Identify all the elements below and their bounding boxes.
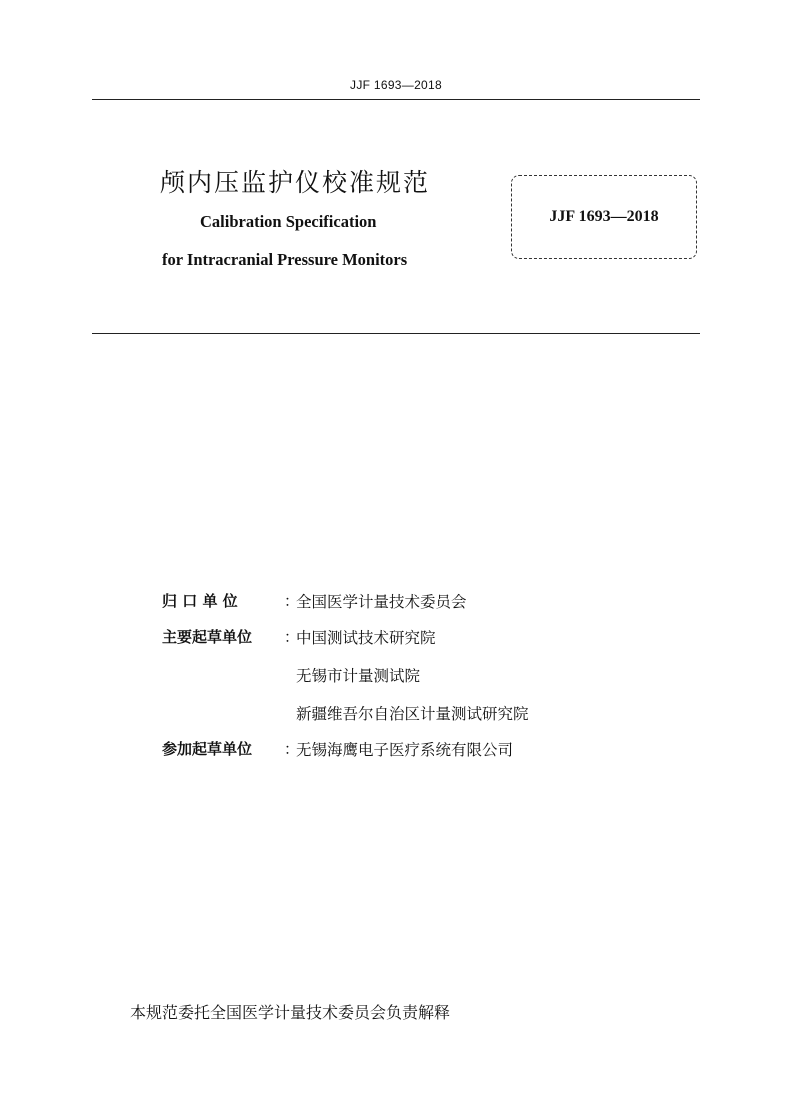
responsible-unit-row xyxy=(162,590,467,612)
main-drafting-row-3 xyxy=(296,702,529,724)
title-english-line1: Calibration Specification xyxy=(200,212,377,231)
participating-drafting-label: 参加起草单位 xyxy=(162,740,253,758)
title-english-line2: for Intracranial Pressure Monitors xyxy=(162,250,408,269)
standard-code-box-text: JJF 1693—2018 xyxy=(549,208,659,225)
label-separator: ： xyxy=(284,592,300,610)
participating-drafting-unit: 无锡海鹰电子医疗系统有限公司 xyxy=(296,741,514,759)
header-divider xyxy=(92,99,700,100)
standard-code-header: JJF 1693—2018 xyxy=(350,78,442,92)
main-drafting-row xyxy=(162,626,436,648)
label-separator: ： xyxy=(284,628,300,646)
interpretation-note: 本规范委托全国医学计量技术委员会负责解释 xyxy=(130,1003,451,1022)
main-drafting-unit: 无锡市计量测试院 xyxy=(296,667,421,685)
participating-drafting-row xyxy=(162,738,513,760)
responsible-unit-label: 归 口 单 位 xyxy=(162,592,238,610)
standard-code-box xyxy=(511,175,697,259)
title-chinese: 颅内压监护仪校准规范 xyxy=(160,168,431,197)
main-drafting-unit: 中国测试技术研究院 xyxy=(296,629,436,647)
label-separator: ： xyxy=(284,740,300,758)
responsible-unit-value: 全国医学计量技术委员会 xyxy=(296,593,467,611)
main-drafting-label: 主要起草单位 xyxy=(162,628,253,646)
main-drafting-row-2 xyxy=(296,664,420,686)
main-drafting-unit: 新疆维吾尔自治区计量测试研究院 xyxy=(296,705,529,723)
title-divider xyxy=(92,333,700,334)
